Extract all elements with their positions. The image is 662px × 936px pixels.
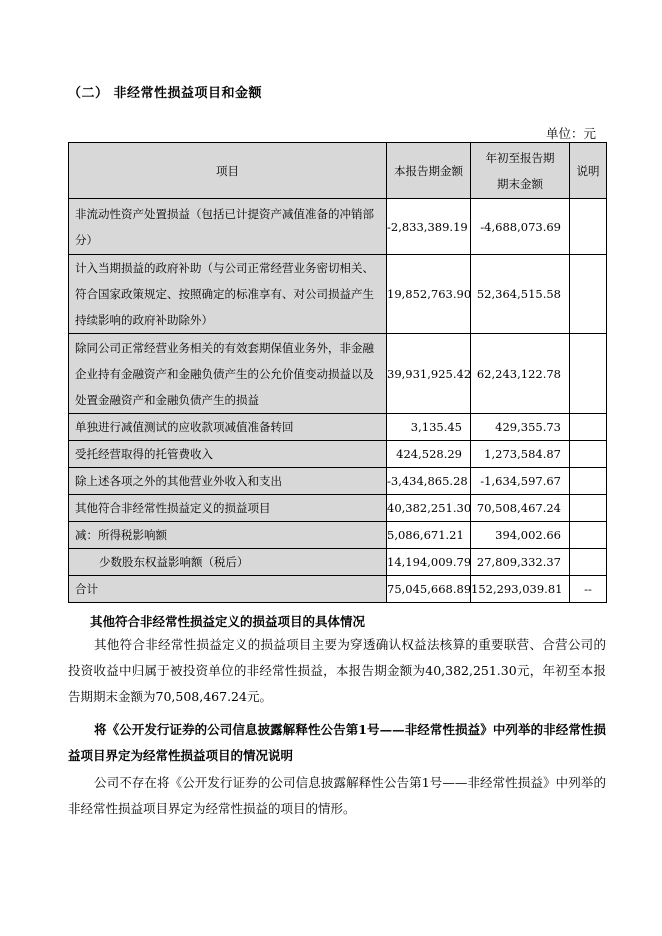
row-item: 计入当期损益的政府补助（与公司正常经营业务密切相关、符合国家政策规定、按照确定的标准享有、对公司损益产生持续影响的政府补助除外）	[69, 255, 387, 334]
header-current-period: 本报告期金额	[387, 143, 471, 199]
row-note	[570, 549, 607, 576]
row-item: 少数股东权益影响额（税后）	[69, 549, 387, 576]
row-ytd: 52,364,515.58	[471, 255, 570, 334]
table-row	[69, 549, 607, 576]
unit-label: 单位：元	[545, 126, 596, 141]
table-row	[69, 414, 607, 441]
row-item: 其他符合非经常性损益定义的损益项目	[69, 495, 387, 522]
section2-body: 公司不存在将《公开发行证券的公司信息披露解释性公告第1号——非经常性损益》中列举的非经常性损益项目界定为经常性损益的项目的情形。	[68, 775, 606, 816]
row-note	[570, 414, 607, 441]
row-note	[570, 255, 607, 334]
section1-body: 其他符合非经常性损益定义的损益项目主要为穿透确认权益法核算的重要联营、合营公司的投资收益中归属于被投资单位的非经常性损益，本报告期金额为40,382,251.30元，年初至本报告期期末金额为70,508,467.24元。	[68, 637, 606, 704]
row-item: 除同公司正常经营业务相关的有效套期保值业务外，非金融企业持有金融资产和金融负债产生的公允价值变动损益以及处置金融资产和金融负债产生的损益	[69, 334, 387, 414]
row-ytd: 27,809,332.37	[471, 549, 570, 576]
row-current: 424,528.29	[387, 441, 471, 468]
table-total-row	[69, 576, 607, 603]
header-item: 项目	[69, 143, 387, 199]
section-heading: （二） 非经常性损益项目和金额	[68, 86, 263, 101]
table-row	[69, 199, 607, 255]
row-current: -3,434,865.28	[387, 468, 471, 495]
table-row	[69, 255, 607, 334]
row-current: 75,045,668.89	[387, 576, 471, 603]
header-note: 说明	[570, 143, 607, 199]
row-current: 40,382,251.30	[387, 495, 471, 522]
row-current: -2,833,389.19	[387, 199, 471, 255]
row-current: 14,194,009.79	[387, 549, 471, 576]
section2-title: 将《公开发行证券的公司信息披露解释性公告第1号——非经常性损益》中列举的非经常性损益项目界定为经常性损益项目的情况说明	[68, 722, 606, 763]
row-current: 19,852,763.90	[387, 255, 471, 334]
table-row	[69, 468, 607, 495]
row-current: 3,135.45	[387, 414, 471, 441]
row-item: 非流动性资产处置损益（包括已计提资产减值准备的冲销部分）	[69, 199, 387, 255]
table-row	[69, 441, 607, 468]
non-recurring-items-table	[68, 142, 607, 603]
row-ytd: -4,688,073.69	[471, 199, 570, 255]
row-note: --	[570, 576, 607, 603]
row-note	[570, 468, 607, 495]
row-note	[570, 522, 607, 549]
row-item: 除上述各项之外的其他营业外收入和支出	[69, 468, 387, 495]
row-current: 39,931,925.42	[387, 334, 471, 414]
table-row	[69, 334, 607, 414]
row-current: 5,086,671.21	[387, 522, 471, 549]
section1-title: 其他符合非经常性损益定义的损益项目的具体情况	[90, 614, 366, 629]
row-ytd: 62,243,122.78	[471, 334, 570, 414]
header-ytd: 年初至报告期期末金额	[471, 143, 570, 199]
row-ytd: 70,508,467.24	[471, 495, 570, 522]
row-ytd: 1,273,584.87	[471, 441, 570, 468]
row-item: 受托经营取得的托管费收入	[69, 441, 387, 468]
row-note	[570, 199, 607, 255]
row-note	[570, 495, 607, 522]
row-ytd: 394,002.66	[471, 522, 570, 549]
row-ytd: 152,293,039.81	[471, 576, 570, 603]
table-row	[69, 495, 607, 522]
row-item: 合计	[69, 576, 387, 603]
row-item: 单独进行减值测试的应收款项减值准备转回	[69, 414, 387, 441]
row-note	[570, 334, 607, 414]
table-row	[69, 522, 607, 549]
row-note	[570, 441, 607, 468]
row-ytd: -1,634,597.67	[471, 468, 570, 495]
row-item: 减：所得税影响额	[69, 522, 387, 549]
table-header-row	[69, 143, 607, 199]
row-ytd: 429,355.73	[471, 414, 570, 441]
